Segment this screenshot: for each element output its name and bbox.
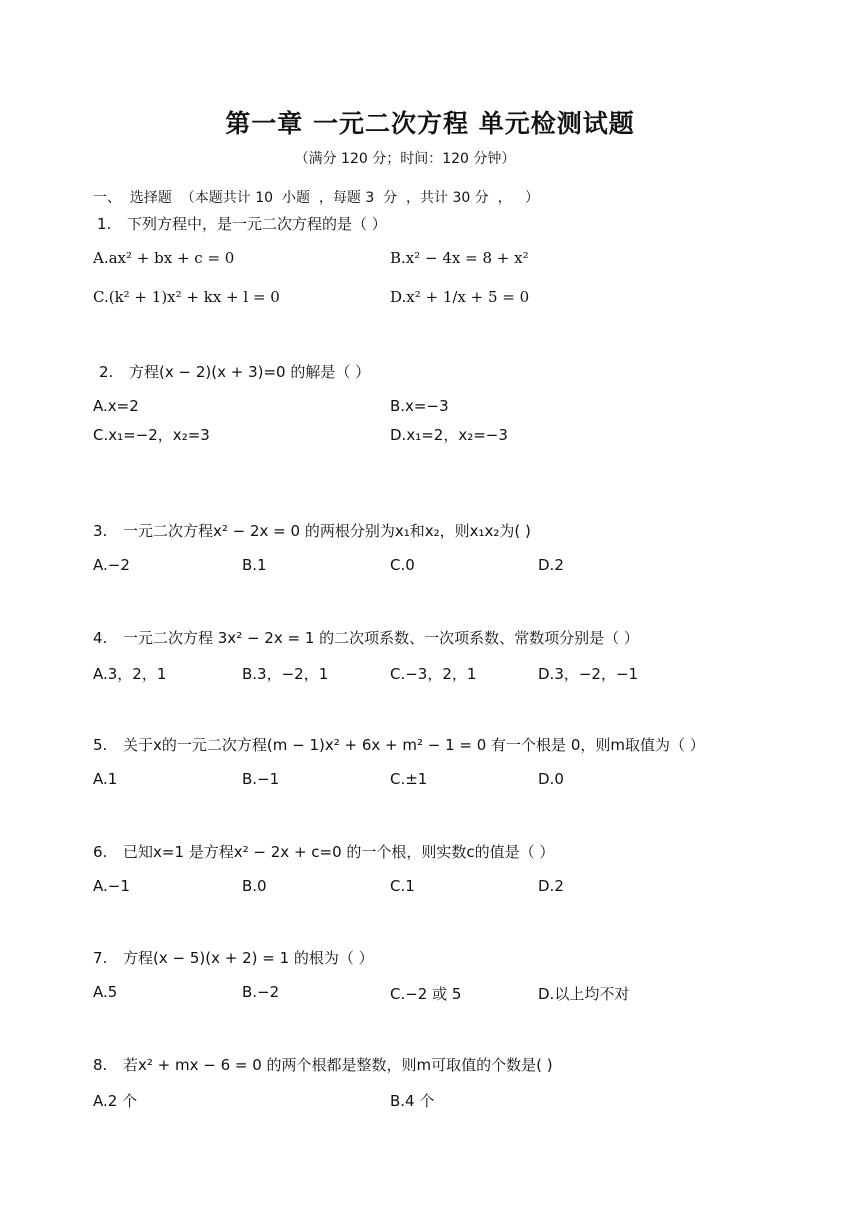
options-1b [93, 288, 793, 310]
question-number: 1. [97, 215, 112, 233]
option-d: D.3，−2，−1 [538, 665, 639, 683]
question-7 [93, 947, 374, 968]
question-1 [97, 213, 387, 234]
question-number: 3. [93, 522, 108, 540]
question-2 [99, 361, 370, 382]
option-b: B.4 个 [390, 1092, 435, 1110]
option-b: B.−1 [242, 770, 280, 788]
option-c: C.±1 [390, 770, 428, 788]
option-d: D.2 [538, 877, 564, 895]
question-number: 7. [93, 949, 108, 967]
option-a: A.2 个 [93, 1092, 138, 1110]
question-text: 若x² + mx − 6 = 0 的两个根都是整数，则m可取值的个数是( ) [123, 1056, 553, 1074]
question-text: 方程(x − 2)(x + 3)=0 的解是（ ） [129, 363, 371, 381]
option-c: C.−3，2，1 [390, 665, 477, 683]
option-b: B.0 [242, 877, 267, 895]
exam-info: （满分 120 分；时间：120 分钟） [294, 151, 516, 167]
option-d: D.以上均不对 [538, 985, 630, 1003]
page-title: 第一章 一元二次方程 单元检测试题 [225, 109, 635, 138]
options-1 [93, 249, 793, 271]
options-3 [93, 556, 793, 578]
question-text: 一元二次方程x² − 2x = 0 的两根分别为x₁和x₂，则x₁x₂为( ) [123, 522, 531, 540]
option-c: C.0 [390, 556, 415, 574]
option-d: D.x² + 1/x + 5 = 0 [390, 288, 530, 306]
option-b: B.x² − 4x = 8 + x² [390, 249, 529, 267]
option-c: C.1 [390, 877, 415, 895]
question-number: 2. [99, 363, 114, 381]
options-4 [93, 663, 793, 685]
option-b: B.x=−3 [390, 397, 449, 415]
option-a: A.5 [93, 983, 118, 1001]
question-text: 方程(x − 5)(x + 2) = 1 的根为（ ） [123, 949, 374, 967]
option-d: D.2 [538, 556, 564, 574]
question-5 [93, 734, 705, 755]
option-c: C.−2 或 5 [390, 985, 462, 1003]
options-8 [93, 1090, 793, 1112]
option-d: D.x₁=2，x₂=−3 [390, 426, 508, 444]
option-b: B.−2 [242, 983, 280, 1001]
question-number: 5. [93, 736, 108, 754]
options-2b [93, 424, 793, 446]
question-text: 关于x的一元二次方程(m − 1)x² + 6x + m² − 1 = 0 有一个根是 0，则m取值为（ ） [123, 736, 705, 754]
question-3 [93, 520, 531, 541]
question-text: 一元二次方程 3x² − 2x = 1 的二次项系数、一次项系数、常数项分别是（ ） [123, 629, 639, 647]
question-number: 4. [93, 629, 108, 647]
section-heading: 一、 选择题 （本题共计 10 小题 ，每题 3 分 ，共计 30 分 ， ） [93, 190, 539, 206]
option-a: A.3，2，1 [93, 665, 167, 683]
option-a: A.1 [93, 770, 118, 788]
options-2 [93, 397, 793, 419]
option-b: B.1 [242, 556, 267, 574]
option-c: C.x₁=−2，x₂=3 [93, 426, 210, 444]
option-d: D.0 [538, 770, 564, 788]
question-8 [93, 1054, 553, 1075]
question-4 [93, 627, 639, 648]
question-number: 8. [93, 1056, 108, 1074]
option-b: B.3，−2，1 [242, 665, 329, 683]
question-text: 下列方程中，是一元二次方程的是（ ） [127, 215, 387, 233]
options-5 [93, 770, 793, 792]
option-a: A.x=2 [93, 397, 139, 415]
option-a: A.−1 [93, 877, 130, 895]
option-a: A.ax² + bx + c = 0 [93, 249, 235, 267]
question-text: 已知x=1 是方程x² − 2x + c=0 的一个根，则实数c的值是（ ） [123, 843, 555, 861]
question-number: 6. [93, 843, 108, 861]
option-a: A.−2 [93, 556, 130, 574]
option-c: C.(k² + 1)x² + kx + l = 0 [93, 288, 280, 306]
options-6 [93, 877, 793, 899]
question-6 [93, 841, 554, 862]
options-7 [93, 983, 793, 1005]
